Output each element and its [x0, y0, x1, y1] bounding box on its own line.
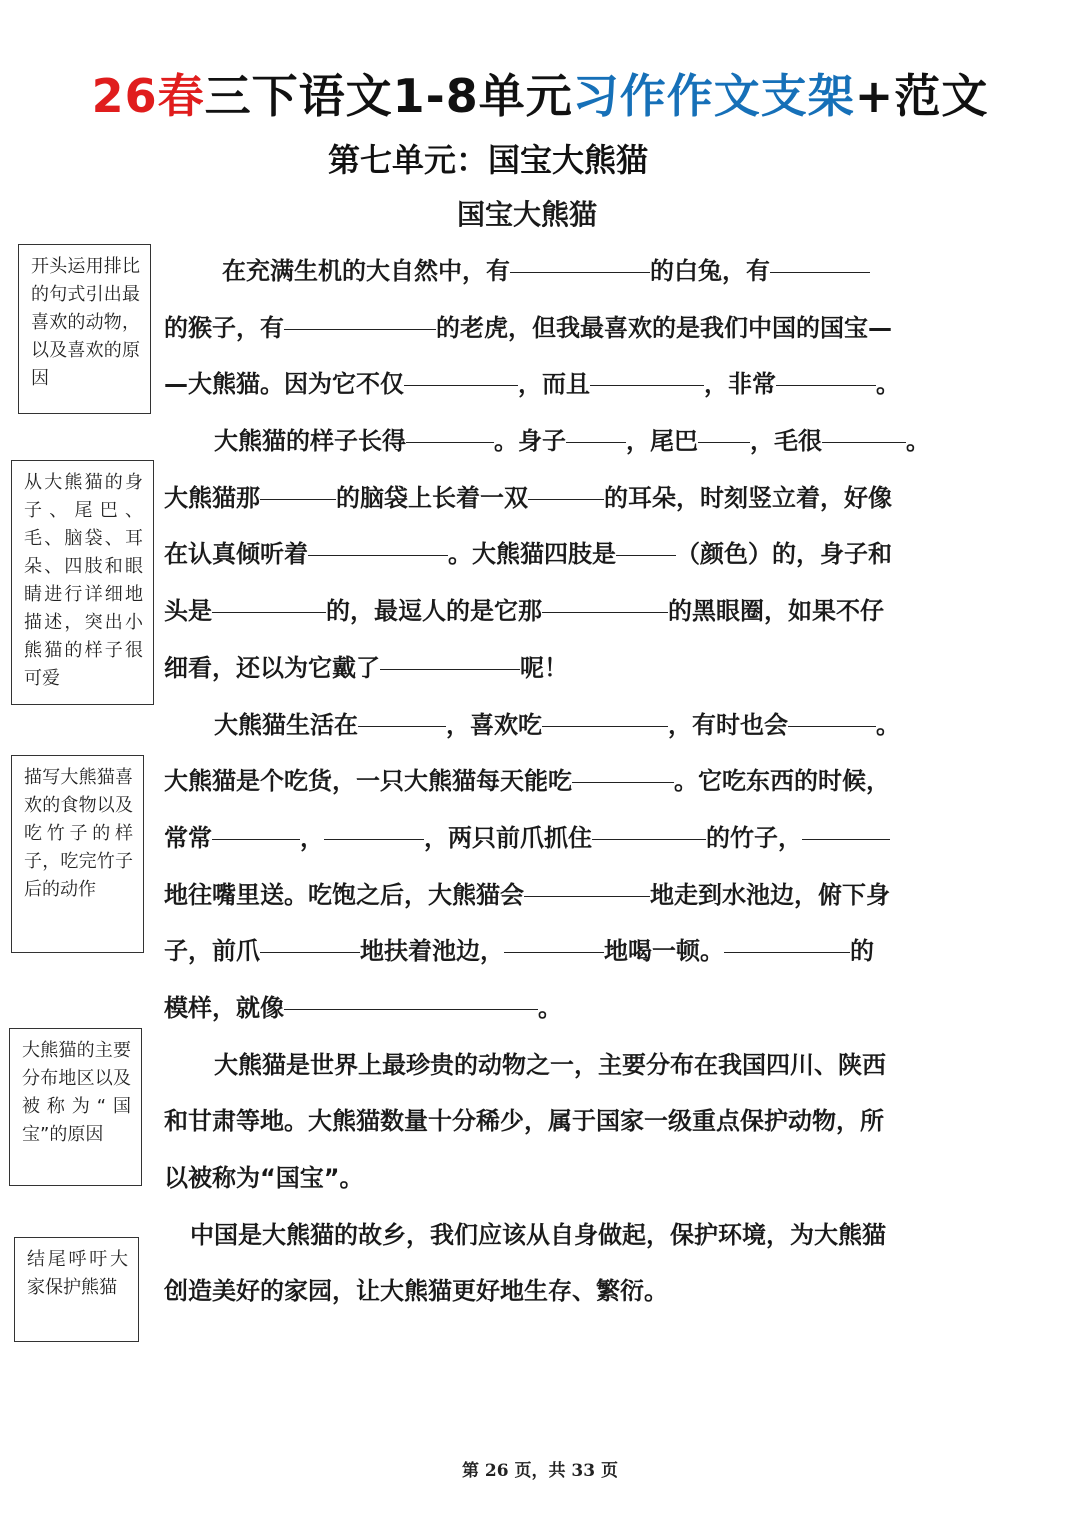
essay-line: 头是 的，最逗人的是它那 的黑眼圈，如果不仔	[164, 597, 884, 626]
fill-blank[interactable]	[524, 896, 650, 897]
fill-blank[interactable]	[788, 726, 876, 727]
fill-blank[interactable]	[542, 612, 668, 613]
fill-blank[interactable]	[504, 952, 604, 953]
fill-blank[interactable]	[698, 442, 750, 443]
banner-highlight: 习作作文支架	[572, 69, 855, 123]
fill-blank[interactable]	[380, 669, 520, 670]
essay-title: 国宝大熊猫	[456, 198, 597, 231]
essay-line: 子，前爪 地扶着池边， 地喝一顿。 的	[164, 937, 874, 966]
fill-blank[interactable]	[776, 385, 876, 386]
banner-prefix: 26春	[91, 69, 205, 123]
paragraph-eating	[164, 697, 920, 1037]
document-banner	[0, 68, 1080, 124]
essay-line: 和甘肃等地。大熊猫数量十分稀少，属于国家一级重点保护动物，所	[164, 1107, 884, 1136]
fill-blank[interactable]	[724, 952, 850, 953]
essay-line: 细看，还以为它戴了 呢！	[164, 653, 568, 682]
paragraph-opening	[164, 243, 920, 413]
fill-blank[interactable]	[510, 272, 650, 273]
fill-blank[interactable]	[260, 499, 336, 500]
essay-line: 常常 ， ，两只前爪抓住 的竹子，	[164, 810, 920, 867]
note-opening: 开头运用排比的句式引出最喜欢的动物，以及喜欢的原因	[18, 244, 151, 414]
fill-blank[interactable]	[590, 385, 704, 386]
paragraph-ending	[164, 1207, 920, 1320]
note-ending: 结尾呼吁大家保护熊猫	[14, 1237, 139, 1342]
page-number: 第 26 页，共 33 页	[462, 1461, 618, 1481]
fill-blank[interactable]	[406, 442, 494, 443]
fill-blank[interactable]	[212, 839, 300, 840]
fill-blank[interactable]	[592, 839, 706, 840]
fill-blank[interactable]	[566, 442, 626, 443]
essay-line: 中国是大熊猫的故乡，我们应该从自身做起，保护环境，为大熊猫	[190, 1220, 886, 1249]
essay-line: 在认真倾听着 。大熊猫四肢是 （颜色）的，身子和	[164, 540, 892, 569]
fill-blank[interactable]	[358, 726, 446, 727]
essay-line: 在充满生机的大自然中，有 的白兔，有	[164, 243, 920, 300]
fill-blank[interactable]	[616, 555, 676, 556]
note-distribution: 大熊猫的主要分布地区以及被称为“国宝”的原因	[9, 1028, 142, 1186]
essay-line: 大熊猫生活在 ，喜欢吃 ，有时也会 。	[214, 710, 900, 739]
essay-line: 以被称为“国宝”。	[164, 1164, 364, 1192]
fill-blank[interactable]	[308, 555, 448, 556]
essay-line: 大熊猫的样子长得 。身子 ，尾巴 ，毛很 。	[214, 427, 930, 456]
fill-blank[interactable]	[802, 839, 890, 840]
fill-blank[interactable]	[542, 726, 668, 727]
paragraph-appearance	[164, 413, 930, 696]
fill-blank[interactable]	[528, 499, 604, 500]
banner-suffix: +范文	[854, 69, 989, 123]
essay-body	[164, 243, 930, 1320]
note-eating: 描写大熊猫喜欢的食物以及吃竹子的样子，吃完竹子后的动作	[11, 755, 144, 953]
note-appearance: 从大熊猫的身子、尾巴、毛、脑袋、耳朵、四肢和眼睛进行详细地描述，突出小熊猫的样子很可爱	[11, 460, 154, 705]
essay-line: 地往嘴里送。吃饱之后，大熊猫会 地走到水池边，俯下身	[164, 880, 890, 909]
fill-blank[interactable]	[284, 329, 436, 330]
fill-blank[interactable]	[770, 272, 870, 273]
essay-line: 大熊猫那 的脑袋上长着一双 的耳朵，时刻竖立着，好像	[164, 483, 892, 512]
banner-middle: 三下语文1-8单元	[204, 69, 573, 123]
fill-blank[interactable]	[284, 1009, 538, 1010]
fill-blank[interactable]	[212, 612, 326, 613]
unit-title: 第七单元：国宝大熊猫	[328, 141, 649, 179]
essay-line: 大熊猫是世界上最珍贵的动物之一，主要分布在我国四川、陕西	[214, 1050, 886, 1079]
fill-blank[interactable]	[324, 839, 424, 840]
essay-line: 大熊猫是个吃货，一只大熊猫每天能吃 。它吃东西的时候，	[164, 767, 890, 796]
fill-blank[interactable]	[260, 952, 360, 953]
fill-blank[interactable]	[822, 442, 906, 443]
fill-blank[interactable]	[404, 385, 518, 386]
essay-line: 创造美好的家园，让大熊猫更好地生存、繁衍。	[164, 1277, 668, 1306]
fill-blank[interactable]	[572, 782, 674, 783]
essay-line: 模样，就像 。	[164, 993, 562, 1022]
essay-line: 的猴子，有 的老虎，但我最喜欢的是我们中国的国宝—	[164, 313, 892, 342]
essay-line: —大熊猫。因为它不仅 ，而且 ，非常 。	[164, 370, 900, 399]
paragraph-distribution	[164, 1037, 920, 1207]
